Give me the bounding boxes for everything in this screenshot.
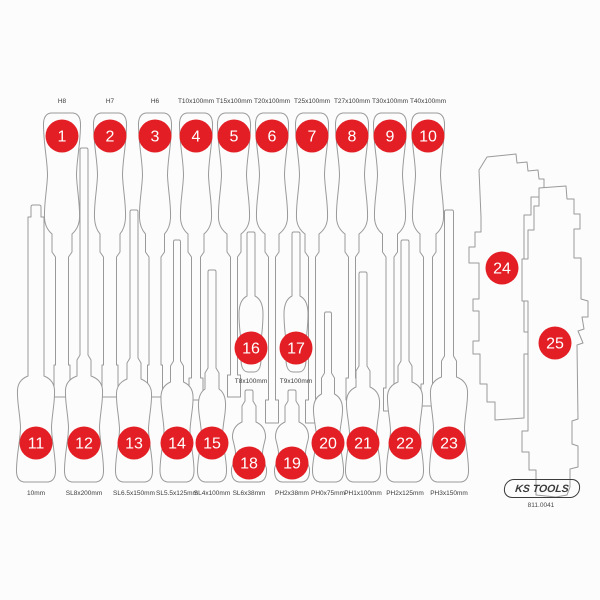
tool-size-label: PH2x38mm [275,490,309,497]
tool-number: 1 [57,128,67,146]
tool-size-label: T25x100mm [293,98,331,105]
tool-marker-3 [139,98,172,153]
tool-number: 22 [396,435,414,453]
tool-size-label: PH0x75mm [311,490,345,497]
tool-size-label: PH1x100mm [344,490,382,497]
tool-number: 9 [385,128,395,146]
tool-marker-24 [486,252,519,285]
tool-size-label: T8x100mm [234,378,268,385]
tool-number: 17 [287,340,305,358]
tool-number: 4 [191,128,201,146]
tool-marker-25 [539,327,572,360]
tool-number: 24 [493,260,511,278]
tool-number: 13 [125,435,143,453]
kstools-logo [503,479,581,498]
tool-marker-19 [275,447,309,498]
tool-number: 2 [105,128,115,146]
tool-number: 21 [354,435,372,453]
tool-number: 16 [242,340,260,358]
tool-marker-17 [280,332,313,386]
kstools-logo-text: KS TOOLS [514,482,570,495]
tool-size-label: PH3x150mm [430,490,468,497]
tool-size-label: SL8x200mm [65,490,103,497]
tool-size-label: H6 [150,98,160,105]
tool-number: 12 [75,435,93,453]
tool-cutout-3 [138,113,171,397]
tool-number: 25 [546,335,564,353]
tool-number: 15 [203,435,221,453]
tool-number: 7 [307,128,317,146]
tool-cutout-10 [411,113,444,406]
tool-marker-18 [233,447,266,498]
tool-number: 18 [240,455,258,473]
tool-size-label: PH2x125mm [386,490,424,497]
tool-size-label: 10mm [26,490,46,497]
tool-size-label: T10x100mm [177,98,215,105]
tool-number: 14 [168,435,186,453]
tool-number: 8 [347,128,357,146]
tool-marker-1 [46,98,79,153]
tool-size-label: T15x100mm [215,98,253,105]
tool-size-label: H7 [105,98,115,105]
tool-number: 3 [150,128,160,146]
tool-size-label: SL6.5x150mm [113,490,155,497]
tool-number: 10 [419,128,437,146]
tool-size-label: T20x100mm [253,98,291,105]
tool-marker-2 [94,98,127,153]
tool-number: 19 [283,455,301,473]
tool-size-label: SL6x38mm [232,490,266,497]
tool-cutout-2 [93,113,126,397]
tool-number: 6 [267,128,277,146]
tool-size-label: SL5.5x125mm [156,490,198,497]
tool-cutout-1 [43,113,80,397]
tool-number: 23 [440,435,458,453]
tool-number: 5 [229,128,239,146]
tool-size-label: SL4x100mm [193,490,231,497]
tool-size-label: T27x100mm [333,98,371,105]
tool-size-label: T40x100mm [409,98,447,105]
tool-number: 20 [319,435,337,453]
tool-size-label: H8 [57,98,67,105]
tool-size-label: T9x100mm [279,378,313,385]
part-number: 811.0041 [527,502,555,509]
tool-number: 11 [27,435,45,453]
tool-size-label: T30x100mm [371,98,409,105]
tool-cutout-6 [255,113,288,423]
